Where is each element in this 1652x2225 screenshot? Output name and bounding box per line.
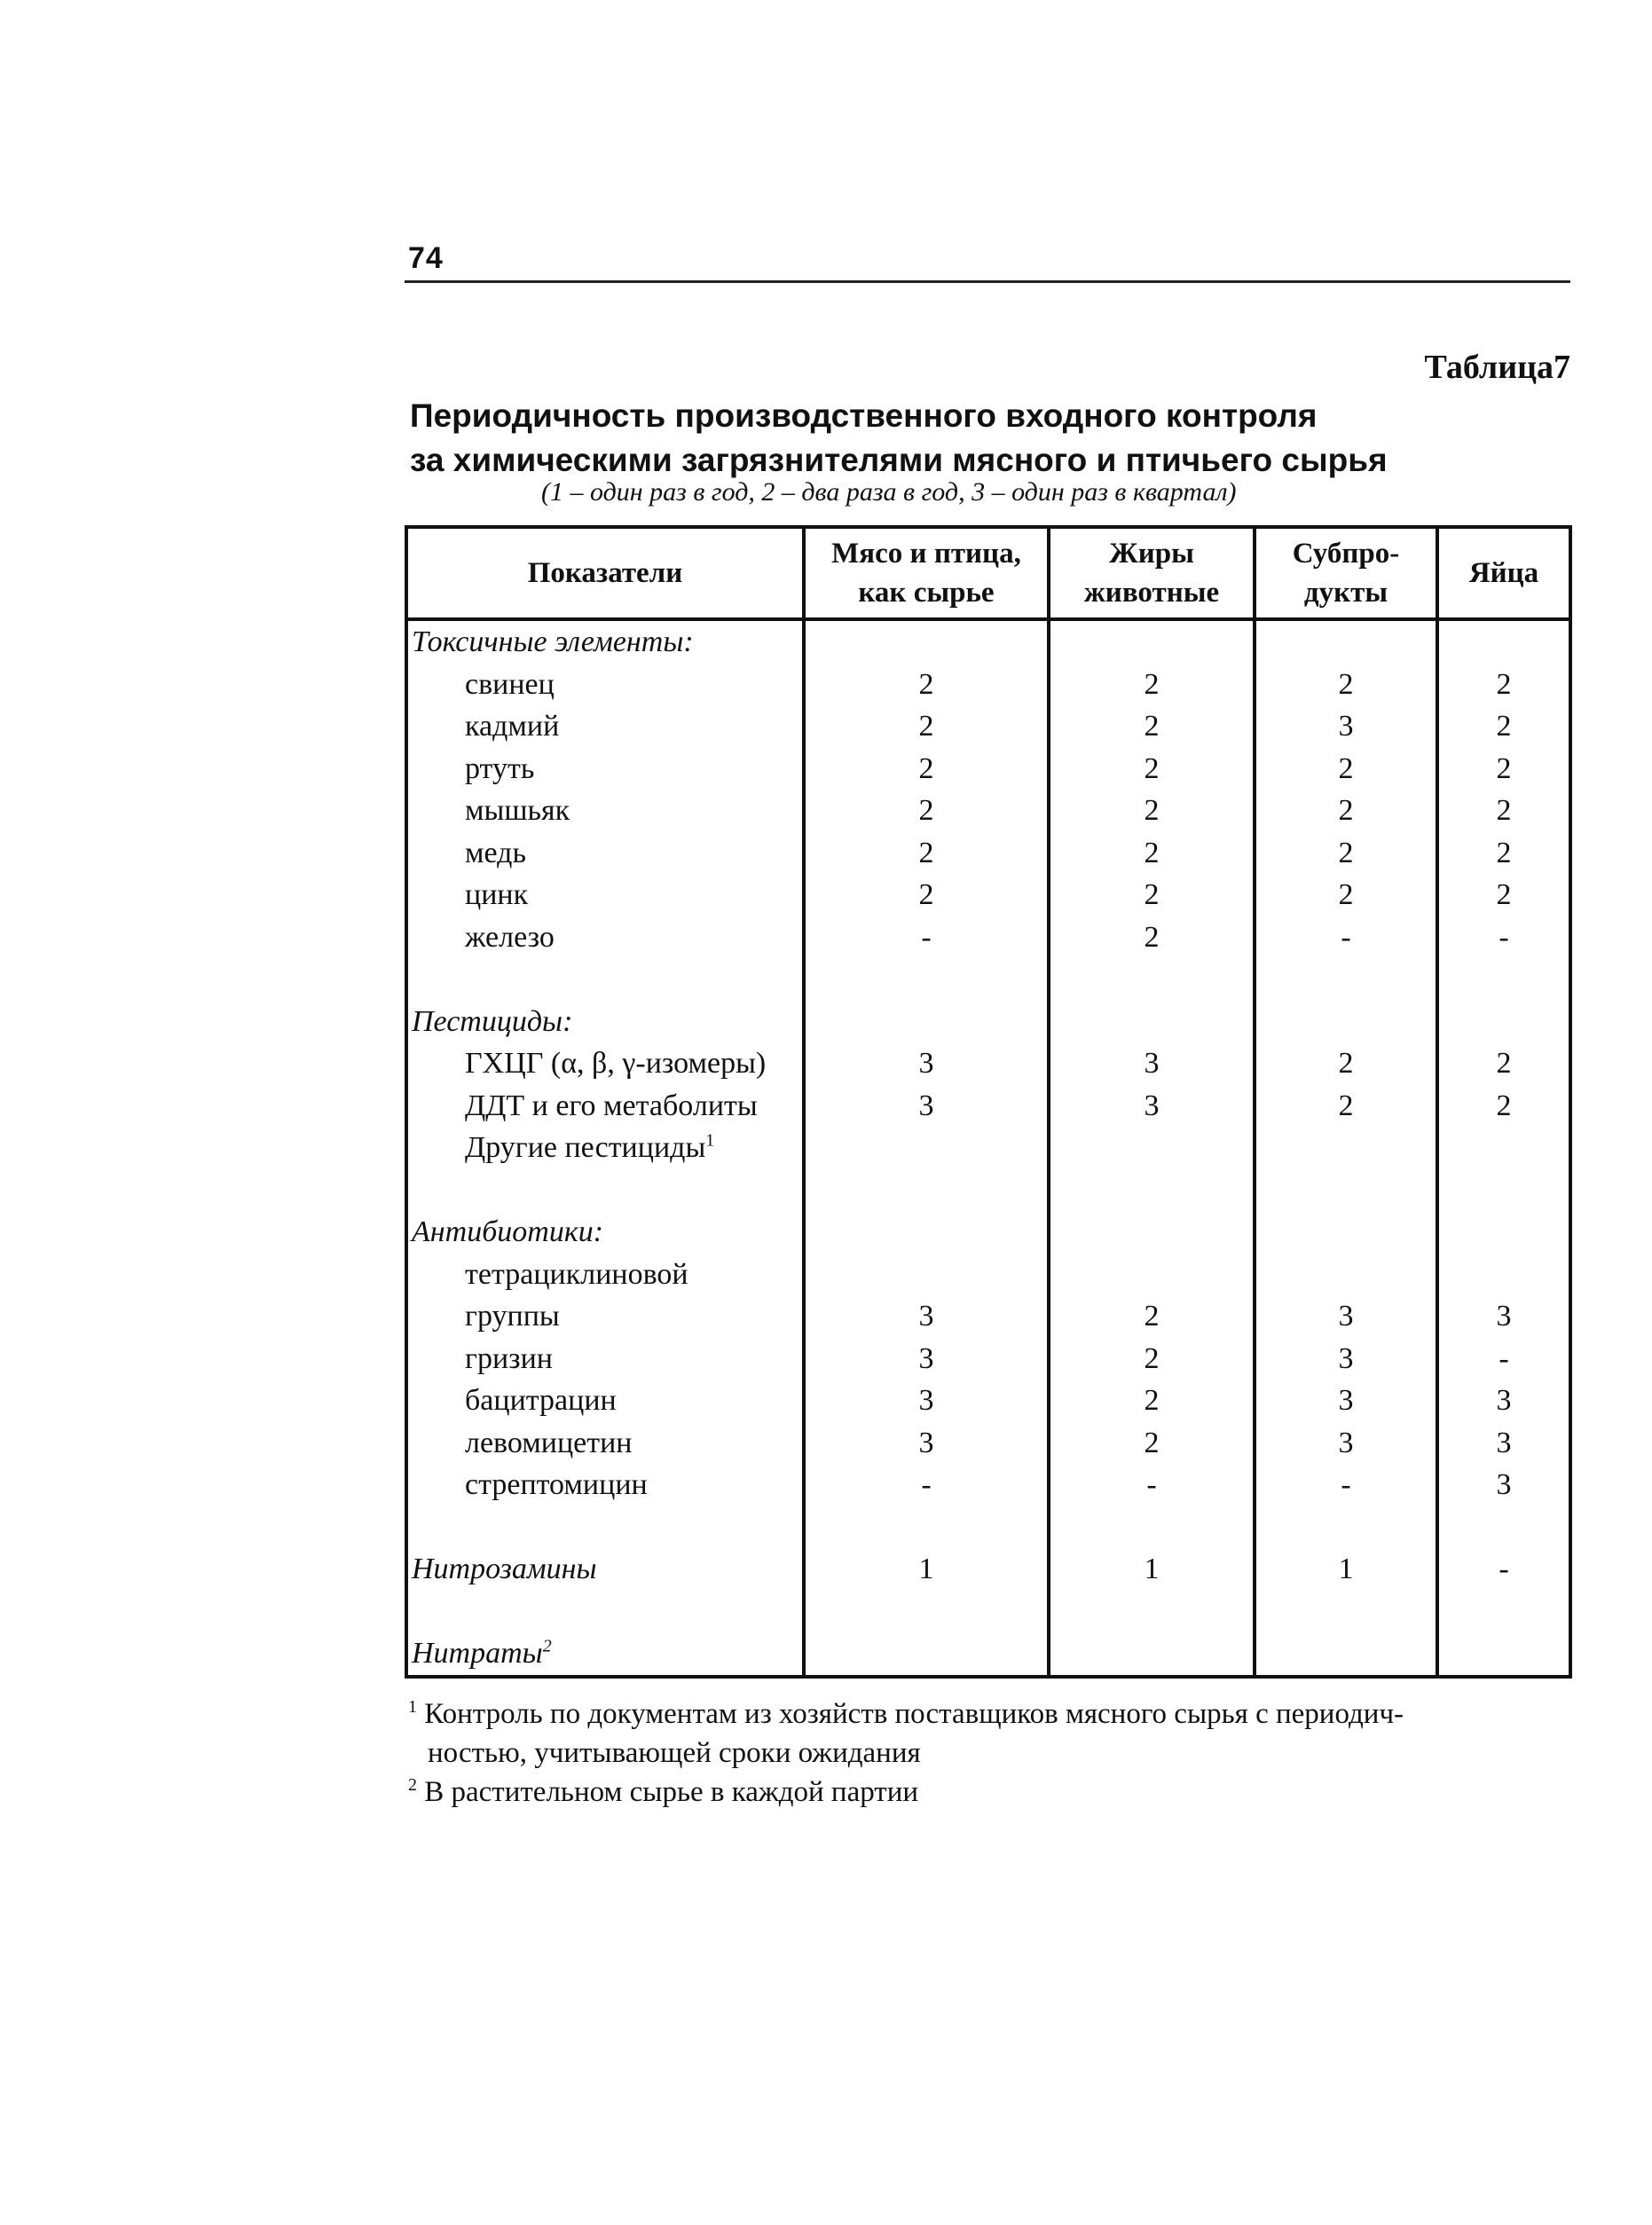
group-label-toxic: Токсичные элементы: <box>406 619 804 664</box>
cell-fats: 2 <box>1049 705 1255 748</box>
cell-eggs: - <box>1437 1548 1570 1591</box>
cell-eggs: 3 <box>1437 1464 1570 1506</box>
cell-offal: - <box>1255 916 1437 959</box>
empty-cell <box>1255 1001 1437 1043</box>
empty-cell <box>1255 1127 1437 1169</box>
empty-cell <box>1437 619 1570 664</box>
legend-note: (1 – один раз в год, 2 – два раза в год, 3 – один раз в квартал) <box>541 477 1237 507</box>
table-row <box>406 790 1570 832</box>
group-label-nitrosamines: Нитрозамины <box>406 1548 804 1591</box>
table-row-nitrates <box>406 1632 1570 1677</box>
table-row <box>406 1380 1570 1422</box>
empty-cell <box>406 1169 804 1212</box>
table-row <box>406 705 1570 748</box>
empty-cell <box>1049 1632 1255 1677</box>
row-name: бацитрацин <box>406 1380 804 1422</box>
nitrates-label: Нитраты <box>412 1637 543 1670</box>
cell-fats: 1 <box>1049 1548 1255 1591</box>
header-offal <box>1255 527 1437 619</box>
table-row <box>406 748 1570 790</box>
empty-cell <box>804 1127 1049 1169</box>
cell-offal: 2 <box>1255 790 1437 832</box>
cell-eggs: 2 <box>1437 790 1570 832</box>
table-number: Таблица7 <box>1424 349 1570 386</box>
header-row <box>406 527 1570 619</box>
header-fats-line1: Жиры <box>1109 538 1194 570</box>
empty-cell <box>804 958 1049 1001</box>
row-name: ДДТ и его метаболиты <box>406 1085 804 1128</box>
cell-offal: 2 <box>1255 1042 1437 1085</box>
empty-cell <box>1255 1169 1437 1212</box>
table-row <box>406 874 1570 916</box>
cell-eggs: 3 <box>1437 1422 1570 1465</box>
empty-cell <box>1437 1211 1570 1254</box>
cell-fats: 2 <box>1049 1338 1255 1380</box>
cell-offal: 2 <box>1255 664 1437 706</box>
row-name: ГХЦГ (α, β, γ-изомеры) <box>406 1042 804 1085</box>
footnote-2-text: В растительном сырье в каждой партии <box>424 1776 919 1808</box>
cell-fats: 2 <box>1049 1422 1255 1465</box>
row-name: цинк <box>406 874 804 916</box>
header-offal-line1: Субпро- <box>1292 538 1400 570</box>
cell-eggs: 2 <box>1437 874 1570 916</box>
empty-cell <box>1049 958 1255 1001</box>
cell-fats: 2 <box>1049 1295 1255 1338</box>
group-row-toxic <box>406 619 1570 664</box>
empty-cell <box>804 1001 1049 1043</box>
table-row <box>406 664 1570 706</box>
cell-fats: 2 <box>1049 916 1255 959</box>
cell-meat: 3 <box>804 1380 1049 1422</box>
cell-offal: 2 <box>1255 748 1437 790</box>
footnote-1-text-line1: Контроль по документам из хозяйств поставщиков мясного сырья с периодич- <box>424 1698 1404 1730</box>
table-row <box>406 1085 1570 1128</box>
table-row <box>406 1042 1570 1085</box>
cell-meat: - <box>804 1464 1049 1506</box>
cell-fats: - <box>1049 1464 1255 1506</box>
table-row <box>406 1338 1570 1380</box>
spacer-row <box>406 1169 1570 1212</box>
control-table <box>405 525 1572 1679</box>
footnote-1-marker: 1 <box>408 1697 417 1717</box>
row-name-other-pesticides <box>406 1127 804 1169</box>
row-name: свинец <box>406 664 804 706</box>
footnote-ref-2: 2 <box>542 1636 552 1656</box>
empty-cell <box>1049 1211 1255 1254</box>
header-fats-line2: животные <box>1083 577 1220 609</box>
empty-cell <box>804 1254 1049 1296</box>
group-row-pesticides <box>406 1001 1570 1043</box>
footnote-1-continuation: ностью, учитывающей сроки ожидания <box>428 1737 921 1769</box>
empty-cell <box>1255 958 1437 1001</box>
header-meat <box>804 527 1049 619</box>
row-name: ртуть <box>406 748 804 790</box>
header-fats <box>1049 527 1255 619</box>
cell-meat: 3 <box>804 1042 1049 1085</box>
empty-cell <box>1049 1506 1255 1549</box>
cell-eggs: 2 <box>1437 748 1570 790</box>
empty-cell <box>1255 1211 1437 1254</box>
table-row <box>406 1254 1570 1296</box>
row-name: стрептомицин <box>406 1464 804 1506</box>
empty-cell <box>1437 1591 1570 1633</box>
empty-cell <box>406 1591 804 1633</box>
empty-cell <box>1255 1506 1437 1549</box>
table-row <box>406 832 1570 875</box>
cell-offal: 3 <box>1255 1295 1437 1338</box>
row-name: левомицетин <box>406 1422 804 1465</box>
empty-cell <box>406 1506 804 1549</box>
cell-eggs: 3 <box>1437 1295 1570 1338</box>
cell-meat: 2 <box>804 790 1049 832</box>
empty-cell <box>1437 1632 1570 1677</box>
spacer-row <box>406 1591 1570 1633</box>
empty-cell <box>1437 958 1570 1001</box>
cell-meat: 2 <box>804 874 1049 916</box>
empty-cell <box>1049 1169 1255 1212</box>
cell-eggs: 2 <box>1437 705 1570 748</box>
cell-fats: 2 <box>1049 1380 1255 1422</box>
cell-meat: 2 <box>804 832 1049 875</box>
empty-cell <box>1255 1591 1437 1633</box>
footnote-2-marker: 2 <box>408 1775 417 1795</box>
empty-cell <box>1049 1591 1255 1633</box>
cell-offal: - <box>1255 1464 1437 1506</box>
row-name: мышьяк <box>406 790 804 832</box>
cell-meat: 3 <box>804 1422 1049 1465</box>
row-name-tetracycline: тетрациклиновой <box>406 1254 804 1296</box>
row-name: железо <box>406 916 804 959</box>
cell-meat: 2 <box>804 664 1049 706</box>
empty-cell <box>1255 1254 1437 1296</box>
empty-cell <box>1437 1169 1570 1212</box>
cell-eggs: 2 <box>1437 664 1570 706</box>
row-name: кадмий <box>406 705 804 748</box>
cell-offal: 3 <box>1255 705 1437 748</box>
other-pesticides-label: Другие пестициды <box>465 1131 706 1164</box>
footnote-1 <box>408 1694 1572 1734</box>
table-title <box>410 394 1572 483</box>
cell-fats: 2 <box>1049 748 1255 790</box>
cell-eggs: - <box>1437 916 1570 959</box>
cell-fats: 2 <box>1049 664 1255 706</box>
empty-cell <box>1049 619 1255 664</box>
table-row-nitrosamines <box>406 1548 1570 1591</box>
table-row <box>406 1464 1570 1506</box>
cell-meat: 2 <box>804 705 1049 748</box>
empty-cell <box>1255 619 1437 664</box>
table-row <box>406 916 1570 959</box>
cell-offal: 3 <box>1255 1338 1437 1380</box>
empty-cell <box>804 1169 1049 1212</box>
group-row-antibiotics <box>406 1211 1570 1254</box>
empty-cell <box>1255 1632 1437 1677</box>
cell-eggs: - <box>1437 1338 1570 1380</box>
table-row <box>406 1127 1570 1169</box>
cell-offal: 3 <box>1255 1380 1437 1422</box>
cell-meat: 3 <box>804 1338 1049 1380</box>
table-row <box>406 1295 1570 1338</box>
header-meat-line2: как сырье <box>858 577 995 609</box>
row-name: медь <box>406 832 804 875</box>
empty-cell <box>1049 1001 1255 1043</box>
footnotes <box>408 1694 1572 1812</box>
header-indicators: Показатели <box>406 527 804 619</box>
row-name: группы <box>406 1295 804 1338</box>
footnote-ref-1: 1 <box>705 1130 715 1151</box>
group-label-nitrates <box>406 1632 804 1677</box>
empty-cell <box>1437 1254 1570 1296</box>
page-number: 74 <box>408 241 444 275</box>
spacer-row <box>406 958 1570 1001</box>
table-row <box>406 1422 1570 1465</box>
cell-eggs: 3 <box>1437 1380 1570 1422</box>
cell-meat: 3 <box>804 1085 1049 1128</box>
cell-meat: - <box>804 916 1049 959</box>
cell-eggs: 2 <box>1437 1042 1570 1085</box>
title-line-2: за химическими загрязнителями мясного и птичьего сырья <box>410 442 1388 478</box>
cell-fats: 3 <box>1049 1042 1255 1085</box>
empty-cell <box>804 1211 1049 1254</box>
header-offal-line2: дукты <box>1303 577 1388 609</box>
cell-offal: 2 <box>1255 832 1437 875</box>
empty-cell <box>1437 1127 1570 1169</box>
cell-eggs: 2 <box>1437 1085 1570 1128</box>
cell-offal: 2 <box>1255 874 1437 916</box>
cell-offal: 1 <box>1255 1548 1437 1591</box>
spacer-row <box>406 1506 1570 1549</box>
cell-fats: 2 <box>1049 832 1255 875</box>
group-label-antibiotics: Антибиотики: <box>406 1211 804 1254</box>
cell-offal: 3 <box>1255 1422 1437 1465</box>
cell-meat: 3 <box>804 1295 1049 1338</box>
empty-cell <box>1437 1001 1570 1043</box>
header-eggs: Яйца <box>1437 527 1570 619</box>
group-label-pesticides: Пестициды: <box>406 1001 804 1043</box>
empty-cell <box>804 1591 1049 1633</box>
cell-fats: 2 <box>1049 790 1255 832</box>
footnote-2 <box>408 1773 1572 1812</box>
cell-meat: 1 <box>804 1548 1049 1591</box>
empty-cell <box>1437 1506 1570 1549</box>
cell-fats: 3 <box>1049 1085 1255 1128</box>
empty-cell <box>804 1632 1049 1677</box>
cell-offal: 2 <box>1255 1085 1437 1128</box>
empty-cell <box>804 1506 1049 1549</box>
cell-meat: 2 <box>804 748 1049 790</box>
row-name: гризин <box>406 1338 804 1380</box>
empty-cell <box>1049 1254 1255 1296</box>
cell-eggs: 2 <box>1437 832 1570 875</box>
cell-fats: 2 <box>1049 874 1255 916</box>
empty-cell <box>406 958 804 1001</box>
empty-cell <box>804 619 1049 664</box>
header-rule <box>405 280 1570 283</box>
header-meat-line1: Мясо и птица, <box>831 538 1021 570</box>
empty-cell <box>1049 1127 1255 1169</box>
title-line-1: Периодичность производственного входного контроля <box>410 397 1318 434</box>
